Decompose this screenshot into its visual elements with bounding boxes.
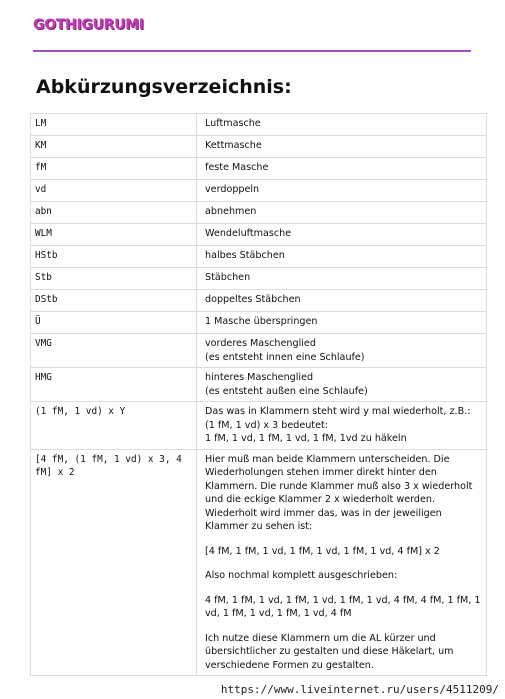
meaning-paragraph: Ich nutze diese Klammern um die AL kürzer und übersichtlicher zu gestalten und diese Häkelart, um verschiedene Formen zu gestalten. <box>205 632 454 671</box>
header-divider <box>33 50 471 52</box>
meaning-cell <box>197 180 487 202</box>
table-row <box>31 368 487 402</box>
meaning-cell <box>197 268 487 290</box>
meaning-line: 1 Masche überspringen <box>205 316 318 327</box>
abbreviation-cell: KM <box>31 136 197 158</box>
table-row <box>31 180 487 202</box>
table-row <box>31 449 487 676</box>
abbreviation-cell: Stb <box>31 268 197 290</box>
meaning-line: Wendeluftmasche <box>205 228 292 239</box>
abbreviation-cell: HMG <box>31 368 197 402</box>
meaning-cell <box>197 136 487 158</box>
meaning-line: Das was in Klammern steht wird y mal wiederholt, z.B.: <box>205 406 471 417</box>
abbreviation-cell: VMG <box>31 334 197 368</box>
abbreviation-cell: LM <box>31 114 197 136</box>
table-row <box>31 334 487 368</box>
abbreviation-cell: (1 fM, 1 vd) x Y <box>31 402 197 450</box>
abbreviation-cell: DStb <box>31 290 197 312</box>
table-row <box>31 136 487 158</box>
meaning-cell <box>197 114 487 136</box>
brand-logo: GOTHIGURUMI <box>33 17 144 33</box>
meaning-line: (1 fM, 1 vd) x 3 bedeutet: <box>205 419 328 431</box>
meaning-paragraph: Hier muß man beide Klammern unterscheiden. Die Wiederholungen stehen immer direkt hinter den Klammern. Die runde Klammer muß also 3 x wiederholt und die eckige Klammer 2 x wiederholt werden. Wiederholt wird immer das, was in der jeweiligen Klammer zu sehen ist: <box>205 453 473 532</box>
meaning-cell <box>197 402 487 450</box>
meaning-line: doppeltes Stäbchen <box>205 294 301 305</box>
meaning-line: hinteres Maschenglied <box>205 372 314 383</box>
meaning-cell <box>197 312 487 334</box>
meaning-line: (es entsteht außen eine Schlaufe) <box>205 385 368 397</box>
meaning-cell <box>197 224 487 246</box>
abbreviation-cell: Ü <box>31 312 197 334</box>
table-row <box>31 158 487 180</box>
meaning-paragraph: [4 fM, 1 fM, 1 vd, 1 fM, 1 vd, 1 fM, 1 vd, 4 fM] x 2 <box>205 545 440 557</box>
meaning-line: verdoppeln <box>205 184 260 195</box>
abbreviation-cell: HStb <box>31 246 197 268</box>
page-title: Abkürzungsverzeichnis: <box>36 76 292 98</box>
abbreviation-cell: abn <box>31 202 197 224</box>
meaning-line: feste Masche <box>205 162 269 173</box>
meaning-cell <box>197 334 487 368</box>
table-row <box>31 268 487 290</box>
abbreviation-table <box>30 113 487 676</box>
meaning-line: abnehmen <box>205 206 257 217</box>
meaning-line: vorderes Maschenglied <box>205 338 316 349</box>
meaning-line: 1 fM, 1 vd, 1 fM, 1 vd, 1 fM, 1vd zu häkeln <box>205 433 407 444</box>
meaning-line: Kettmasche <box>205 140 262 151</box>
meaning-cell <box>197 202 487 224</box>
abbreviation-cell: vd <box>31 180 197 202</box>
meaning-paragraph: Also nochmal komplett ausgeschrieben: <box>205 570 398 581</box>
abbreviation-cell: fM <box>31 158 197 180</box>
table-row <box>31 290 487 312</box>
table-row <box>31 202 487 224</box>
meaning-cell <box>197 368 487 402</box>
meaning-line: (es entsteht innen eine Schlaufe) <box>205 351 365 363</box>
abbreviation-cell: WLM <box>31 224 197 246</box>
meaning-cell <box>197 158 487 180</box>
meaning-line: Stäbchen <box>205 272 251 283</box>
table-row <box>31 246 487 268</box>
table-row <box>31 114 487 136</box>
meaning-cell <box>197 246 487 268</box>
abbreviation-cell: [4 fM, (1 fM, 1 vd) x 3, 4 fM] x 2 <box>31 449 197 676</box>
table-row <box>31 402 487 450</box>
meaning-cell <box>197 449 487 676</box>
meaning-line: Luftmasche <box>205 118 261 129</box>
meaning-cell <box>197 290 487 312</box>
meaning-line: halbes Stäbchen <box>205 250 285 261</box>
source-url[interactable]: https://www.liveinternet.ru/users/4511209/ <box>220 683 499 696</box>
table-row <box>31 312 487 334</box>
meaning-paragraph: 4 fM, 1 fM, 1 vd, 1 fM, 1 vd, 1 fM, 1 vd, 4 fM, 4 fM, 1 fM, 1 vd, 1 fM, 1 vd, 1 fM, 1 vd, 4 fM <box>205 594 481 619</box>
table-row <box>31 224 487 246</box>
